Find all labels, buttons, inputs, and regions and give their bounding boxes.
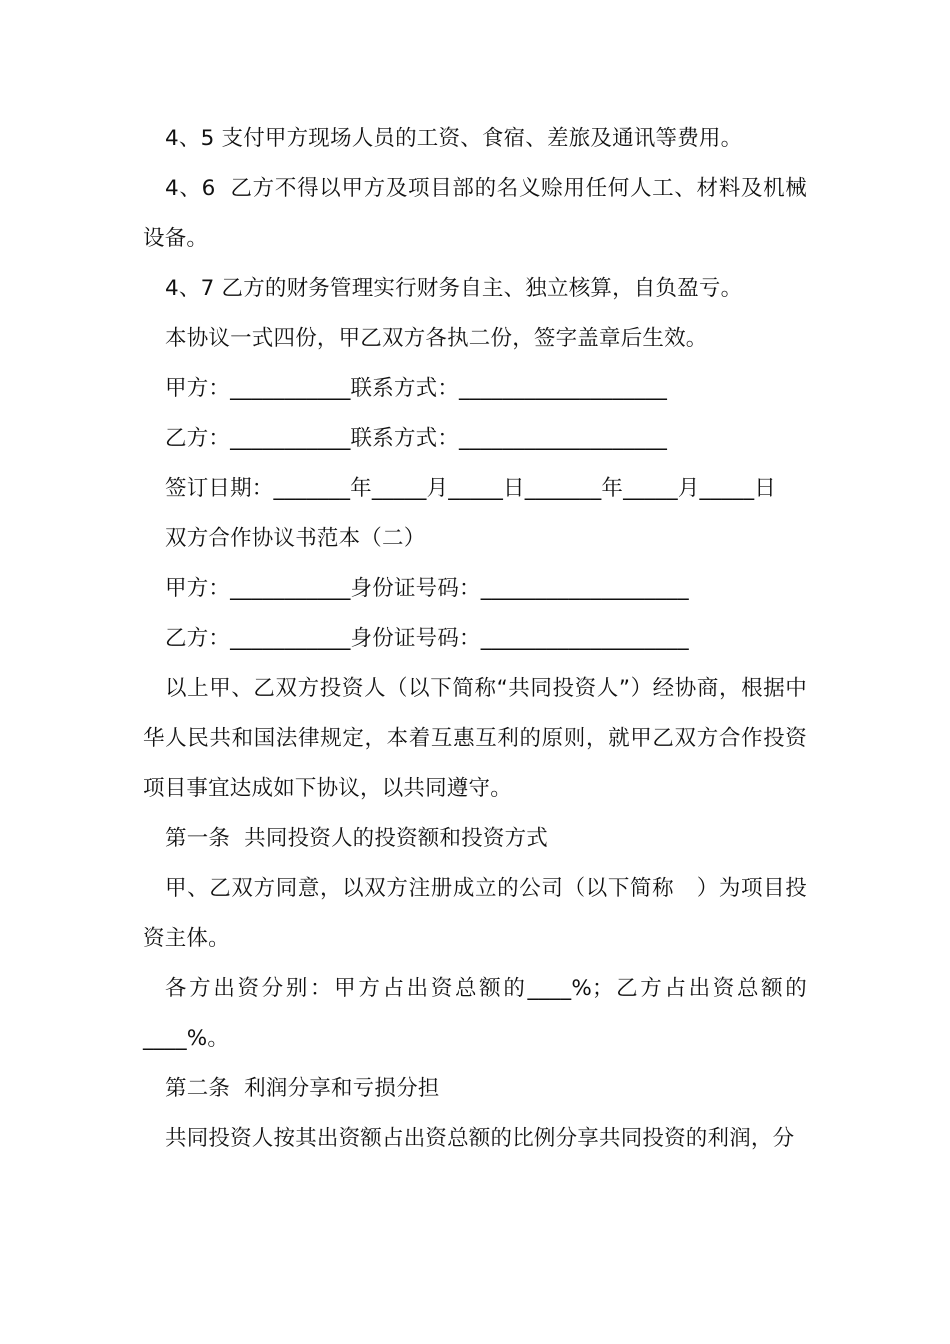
article-1-body: 甲、乙双方同意，以双方注册成立的公司（以下简称 ）为项目投资主体。 [143, 876, 807, 951]
article-1-heading: 第一条 共同投资人的投资额和投资方式 [165, 826, 548, 851]
article-2-heading: 第二条 利润分享和亏损分担 [165, 1076, 440, 1101]
paragraph-4-5: 4、5 支付甲方现场人员的工资、食宿、差旅及通讯等费用。 [165, 126, 743, 151]
copies-clause: 本协议一式四份，甲乙双方各执二份，签字盖章后生效。 [165, 326, 708, 351]
preamble-paragraph: 以上甲、乙双方投资人（以下简称“共同投资人”）经协商，根据中华人民共和国法律规定，本着互惠互利的原则，就甲乙双方合作投资项目事宜达成如下协议，以共同遵守。 [143, 676, 807, 801]
contribution-ratio-paragraph: 各方出资分别：甲方占出资总额的____%；乙方占出资总额的____%。 [143, 976, 807, 1051]
party-b-contact-line: 乙方：___________联系方式：___________________ [165, 426, 668, 451]
paragraph-4-7: 4、7 乙方的财务管理实行财务自主、独立核算，自负盈亏。 [165, 276, 743, 301]
section-title: 双方合作协议书范本（二） [165, 526, 426, 551]
party-b-id-line: 乙方：___________身份证号码：___________________ [165, 626, 689, 651]
paragraph-4-6: 4、6 乙方不得以甲方及项目部的名义赊用任何人工、材料及机械设备。 [143, 176, 807, 251]
article-2-body: 共同投资人按其出资额占出资总额的比例分享共同投资的利润，分 [165, 1126, 795, 1151]
party-a-id-line: 甲方：___________身份证号码：___________________ [165, 576, 689, 601]
party-a-contact-line: 甲方：___________联系方式：___________________ [165, 376, 668, 401]
signing-date-line: 签订日期：_______年_____月_____日_______年_____月_____日 [165, 476, 777, 501]
